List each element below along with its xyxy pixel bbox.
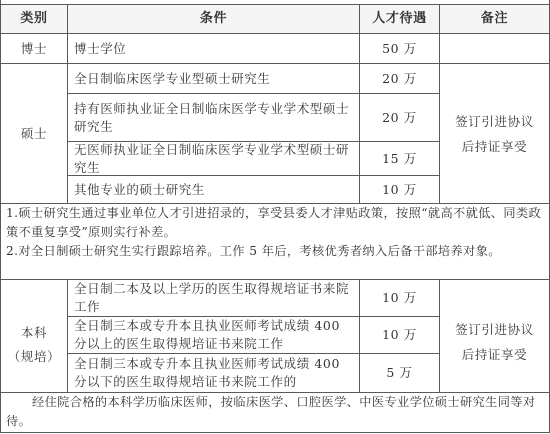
masters-condition-4: 其他专业的硕士研究生 bbox=[74, 181, 206, 197]
masters-treatment-2: 20 万 bbox=[382, 109, 417, 125]
header-condition: 条件 bbox=[68, 5, 359, 33]
masters-remark bbox=[440, 34, 549, 203]
bachelor-condition-3: 全日制三本或专升本且执业医师考试成绩 400 分以下的医生取得规培证书来院工作的 bbox=[74, 356, 341, 389]
bachelor-remark bbox=[440, 280, 549, 392]
masters-condition-3: 无医师执业证全日制临床医学专业学术型硕士研究生 bbox=[74, 141, 350, 175]
masters-condition-2: 持有医师执业证全日制临床医学专业学术型硕士研究生 bbox=[74, 100, 350, 134]
bachelor-category-line2: （规培） bbox=[7, 349, 61, 364]
bachelor-remark-line1: 签订引进协议 bbox=[455, 322, 534, 337]
bachelor-treatment-3: 5 万 bbox=[386, 365, 413, 380]
bachelor-remark-line2: 后持证享受 bbox=[461, 347, 528, 362]
phd-category: 博士 bbox=[20, 40, 48, 56]
header-treatment: 人才待遇 bbox=[360, 5, 439, 33]
phd-treatment: 50 万 bbox=[382, 40, 417, 56]
header-category: 类别 bbox=[1, 5, 67, 33]
bachelor-category-line1: 本科 bbox=[20, 325, 48, 340]
masters-category: 硕士 bbox=[20, 125, 48, 141]
bachelor-category bbox=[1, 280, 67, 392]
masters-note-1: 1.硕士研究生通过事业单位人才引进招录的，享受县委人才津贴政策，按照“就高不就低、同类政策不重复享受”原则实行补差。 bbox=[6, 206, 542, 239]
masters-treatment-4: 10 万 bbox=[382, 181, 417, 197]
bachelor-condition-2: 全日制三本或专升本且执业医师考试成绩 400 分以上的医生取得规培证书来院工作 bbox=[74, 318, 341, 351]
rule bbox=[0, 432, 550, 433]
masters-remark-line2: 后持证享受 bbox=[461, 138, 528, 154]
masters-treatment-3: 15 万 bbox=[382, 150, 417, 166]
bachelor-condition-1: 全日制二本及以上学历的医生取得规培证书来院工作 bbox=[74, 281, 350, 314]
bachelor-treatment-1: 10 万 bbox=[382, 290, 417, 305]
header-remark: 备注 bbox=[440, 5, 549, 33]
masters-condition-1: 全日制临床医学专业型硕士研究生 bbox=[74, 70, 271, 86]
masters-note-2: 2.对全日制硕士研究生实行跟踪培养。工作 5 年后，考核优秀者纳入后备干部培养对象。 bbox=[6, 244, 501, 258]
masters-treatment-1: 20 万 bbox=[382, 70, 417, 86]
masters-remark-line1: 签订引进协议 bbox=[455, 113, 534, 129]
bachelor-treatment-2: 10 万 bbox=[382, 327, 417, 342]
phd-condition: 博士学位 bbox=[74, 40, 127, 56]
bachelor-note: 经住院合格的本科学历临床医师，按临床医学、口腔医学、中医专业学位硕士研究生同等对待。 bbox=[6, 395, 536, 428]
